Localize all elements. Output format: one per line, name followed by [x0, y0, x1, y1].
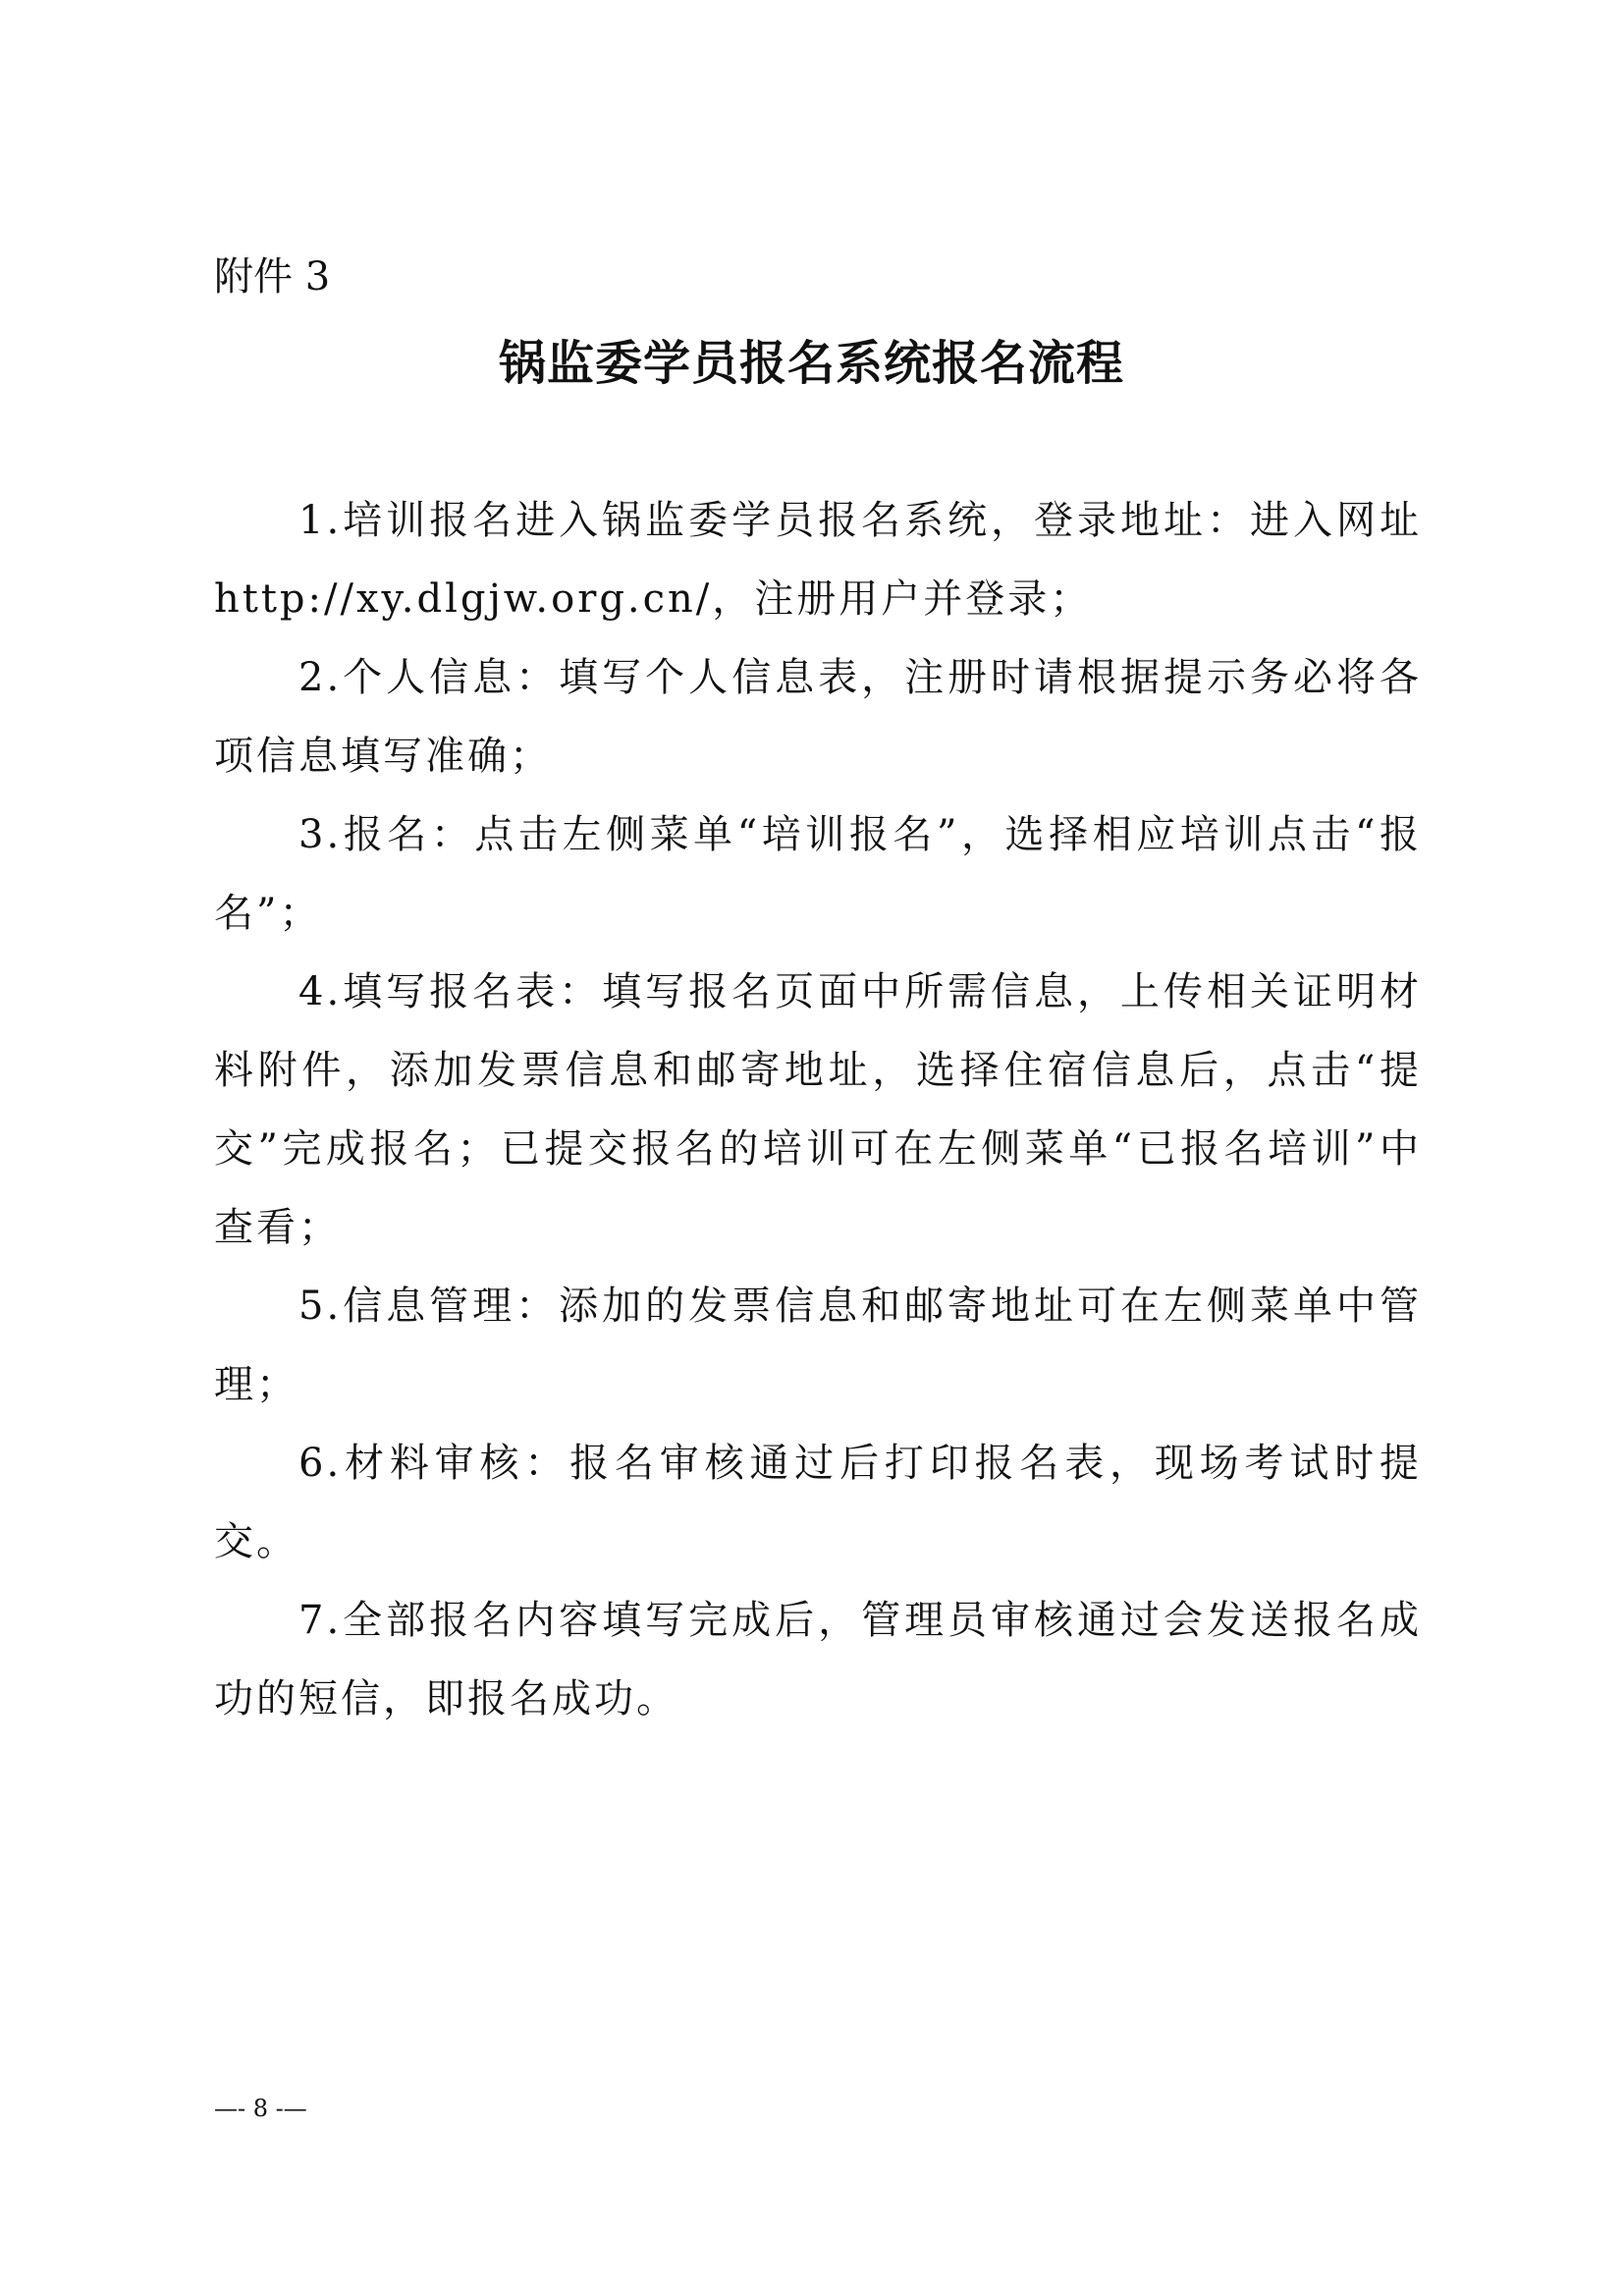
step-7-completion: 7.全部报名内容填写完成后，管理员审核通过会发送报名成功的短信，即报名成功。: [214, 1598, 1422, 1722]
step-1-login: 1.培训报名进入锅监委学员报名系统，登录地址：进入网址http://xy.dlgjw.org.cn/，注册用户并登录；: [214, 498, 1422, 622]
step-5-info-management: 5.信息管理：添加的发票信息和邮寄地址可在左侧菜单中管理；: [214, 1284, 1422, 1407]
document-title: 锅监委学员报名系统报名流程: [498, 336, 1124, 391]
step-3-register: 3.报名：点击左侧菜单“培训报名”，选择相应培训点击“报名”；: [214, 812, 1422, 936]
step-6-material-review: 6.材料审核：报名审核通过后打印报名表，现场考试时提交。: [214, 1441, 1422, 1564]
step-2-personal-info: 2.个人信息：填写个人信息表，注册时请根据提示务必将各项信息填写准确；: [214, 655, 1422, 779]
document-body: [214, 481, 1422, 1738]
page-number: —- 8 -—: [214, 2095, 307, 2122]
attachment-label: 附件 3: [214, 254, 331, 300]
step-4-fill-form: 4.填写报名表：填写报名页面中所需信息，上传相关证明材料附件，添加发票信息和邮寄地址，选择住宿信息后，点击“提交”完成报名；已提交报名的培训可在左侧菜单“已报名培训”中查看；: [214, 969, 1422, 1250]
